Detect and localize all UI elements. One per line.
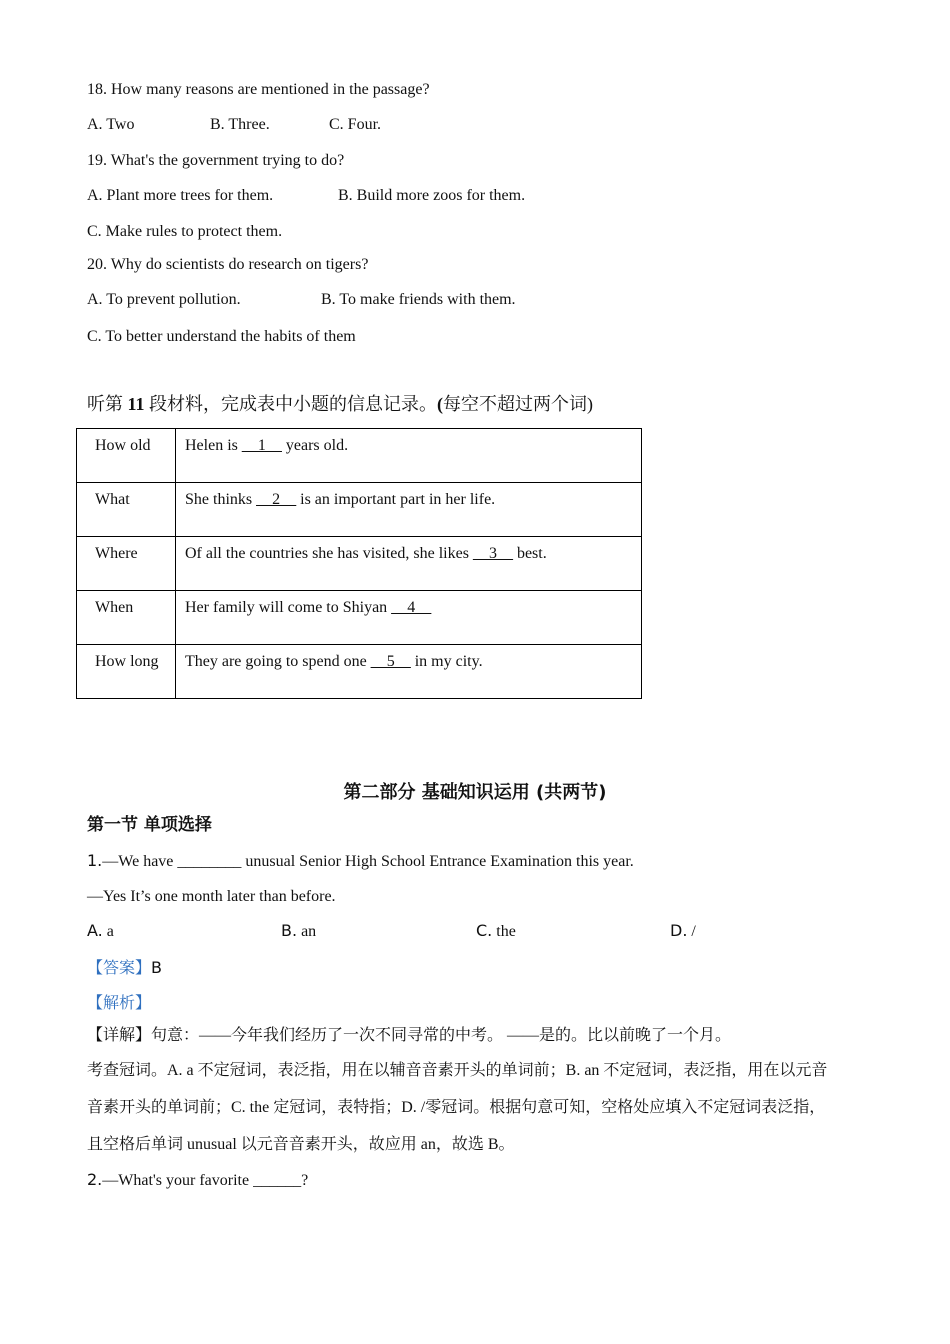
answer-blank-1: __1__ — [241, 437, 282, 454]
q19-option-c: C. Make rules to protect them. — [87, 223, 283, 240]
question-1-reply: —Yes It’s one month later than before. — [87, 888, 336, 905]
explanation-line-1: 考查冠词。A. a 不定冠词，表泛指，用在以辅音音素开头的单词前；B. an 不定冠词，表泛指，用在以元音 — [87, 1062, 828, 1079]
row-text-pre: She thinks — [185, 491, 257, 508]
q18-option-c: C. Four. — [329, 116, 382, 133]
section-11-note: 每空不超过两个词) — [443, 394, 594, 414]
question-1-stem — [87, 851, 634, 872]
q1-option-d — [670, 921, 696, 942]
section-11-middle: 段材料，完成表中小题的信息记录。 — [144, 394, 438, 414]
info-record-table — [76, 428, 642, 699]
row-text-pre: Her family will come to Shiyan — [185, 599, 392, 616]
row-text-post: years old. — [281, 437, 349, 454]
question-2-number: 2. — [87, 1170, 103, 1189]
table-row — [77, 429, 642, 483]
table-row — [77, 591, 642, 645]
row-text-post: is an important part in her life. — [296, 491, 496, 508]
answer-blank-2: __2__ — [256, 491, 297, 508]
question-1-number: 1. — [87, 851, 103, 870]
q1-option-a — [87, 921, 114, 942]
question-18-stem: 18. How many reasons are mentioned in the passage? — [87, 81, 430, 98]
answer-line — [87, 958, 162, 979]
section-11-prefix: 听第 — [87, 394, 128, 414]
answer-label: 【答案】 — [87, 958, 152, 977]
section-11-number: 11 — [127, 394, 145, 414]
row-label: How long — [77, 645, 176, 699]
option-text: an — [297, 923, 317, 940]
question-2-text: —What's your favorite ______? — [102, 1172, 309, 1189]
row-content — [176, 483, 642, 537]
option-text: / — [687, 923, 696, 940]
row-text-post: best. — [512, 545, 547, 562]
answer-blank-5: __5__ — [370, 653, 411, 670]
question-20-stem: 20. Why do scientists do research on tigers? — [87, 256, 369, 273]
answer-blank-3: __3__ — [472, 545, 513, 562]
row-content — [176, 591, 642, 645]
question-19-stem: 19. What's the government trying to do? — [87, 152, 345, 169]
section-11-heading — [87, 393, 593, 415]
row-label: What — [77, 483, 176, 537]
table-row — [77, 537, 642, 591]
section-1-title: 第一节 单项选择 — [87, 815, 212, 835]
option-letter: D. — [670, 921, 688, 940]
analysis-line — [87, 993, 151, 1014]
q1-option-b — [281, 921, 316, 942]
row-label: How old — [77, 429, 176, 483]
q20-option-a: A. To prevent pollution. — [87, 291, 241, 308]
q19-option-a: A. Plant more trees for them. — [87, 187, 274, 204]
q19-option-b: B. Build more zoos for them. — [338, 187, 526, 204]
row-content — [176, 645, 642, 699]
q20-option-b: B. To make friends with them. — [321, 291, 516, 308]
detail-text: 【详解】句意：——今年我们经历了一次不同寻常的中考。 ——是的。比以前晚了一个月。 — [87, 1027, 732, 1044]
option-text: a — [102, 923, 114, 940]
row-text-pre: Of all the countries she has visited, she likes — [185, 545, 473, 562]
option-letter: B. — [281, 921, 298, 940]
row-text-pre: Helen is — [185, 437, 242, 454]
q18-option-a: A. Two — [87, 116, 135, 133]
option-letter: A. — [87, 921, 103, 940]
explanation-line-2: 音素开头的单词前；C. the 定冠词，表特指；D. /零冠词。根据句意可知，空格处应填入不定冠词表泛指， — [87, 1099, 826, 1116]
row-content — [176, 429, 642, 483]
option-letter: C. — [476, 921, 493, 940]
answer-value: B — [151, 958, 162, 977]
row-label: When — [77, 591, 176, 645]
q18-option-b: B. Three. — [210, 116, 270, 133]
section-11-paren: ( — [437, 394, 444, 414]
row-label: Where — [77, 537, 176, 591]
part-2-title: 第二部分 基础知识运用 (共两节) — [343, 782, 607, 803]
row-text-pre: They are going to spend one — [185, 653, 371, 670]
analysis-label: 【解析】 — [87, 993, 152, 1012]
row-text-post: in my city. — [410, 653, 483, 670]
question-2-stem — [87, 1170, 308, 1191]
option-text: the — [492, 923, 516, 940]
q1-option-c — [476, 921, 516, 942]
explanation-line-3: 且空格后单词 unusual 以元音音素开头，故应用 an，故选 B。 — [87, 1136, 515, 1153]
table-row — [77, 483, 642, 537]
answer-blank-4: __4__ — [391, 599, 432, 616]
table-row — [77, 645, 642, 699]
row-content — [176, 537, 642, 591]
q20-option-c: C. To better understand the habits of them — [87, 328, 356, 345]
question-1-text: —We have ________ unusual Senior High School Entrance Examination this year. — [102, 853, 634, 870]
